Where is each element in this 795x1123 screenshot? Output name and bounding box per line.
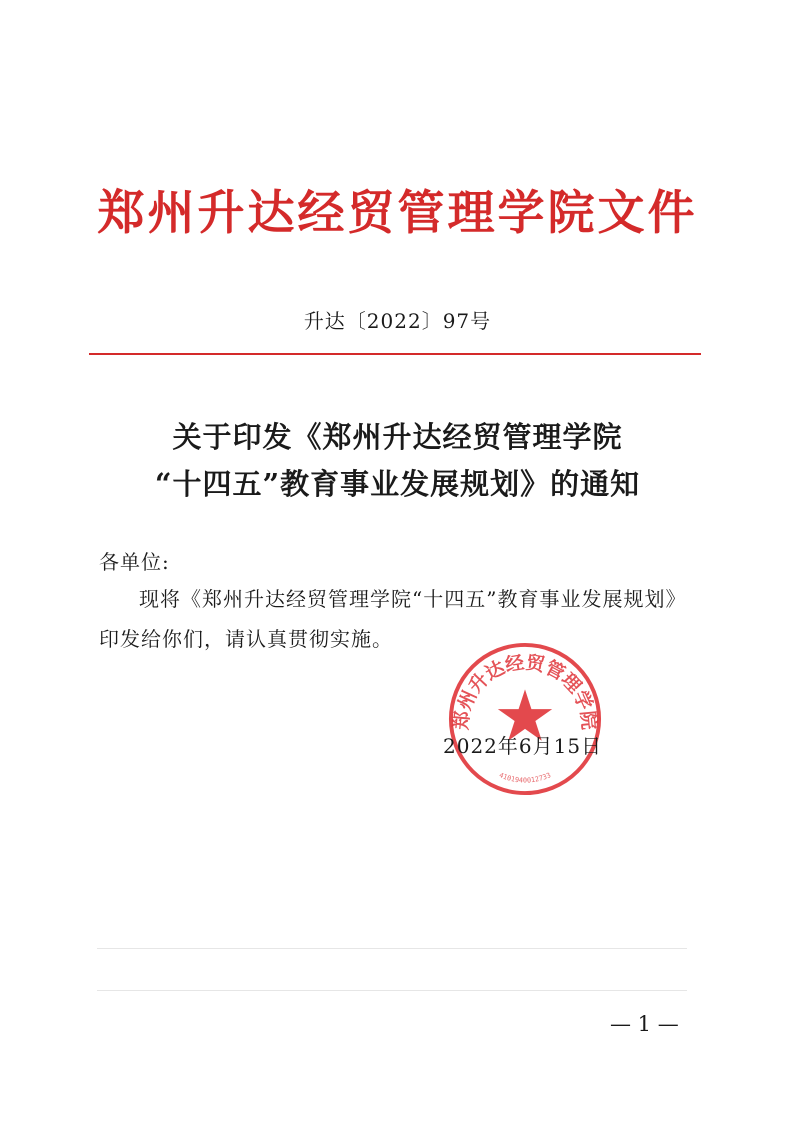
issue-date: 2022年6月15日 <box>443 734 603 758</box>
svg-text:4101940012733 <box>498 771 552 784</box>
notice-title-line-2: “十四五”教育事业发展规划》的通知 <box>154 467 641 501</box>
seal-code: 4101940012733 <box>497 771 553 785</box>
red-divider <box>89 353 701 355</box>
issuer-title: 郑州升达经贸管理学院文件 <box>97 186 698 241</box>
document-number: 升达〔2022〕97号 <box>303 309 492 333</box>
body-paragraph-line-2: 印发给你们，请认真贯彻实施。 <box>99 627 393 651</box>
salutation: 各单位: <box>99 550 170 574</box>
body-paragraph-line-1: 现将《郑州升达经贸管理学院“十四五”教育事业发展规划》 <box>139 587 687 611</box>
notice-title-line-1: 关于印发《郑州升达经贸管理学院 <box>172 420 623 454</box>
footer-line-bottom <box>97 990 687 991</box>
page-number: — 1 — <box>610 1012 679 1036</box>
seal-text: 郑州升达经贸管理学院 <box>451 652 599 731</box>
official-seal <box>446 640 604 798</box>
footer-line-top <box>97 948 687 949</box>
